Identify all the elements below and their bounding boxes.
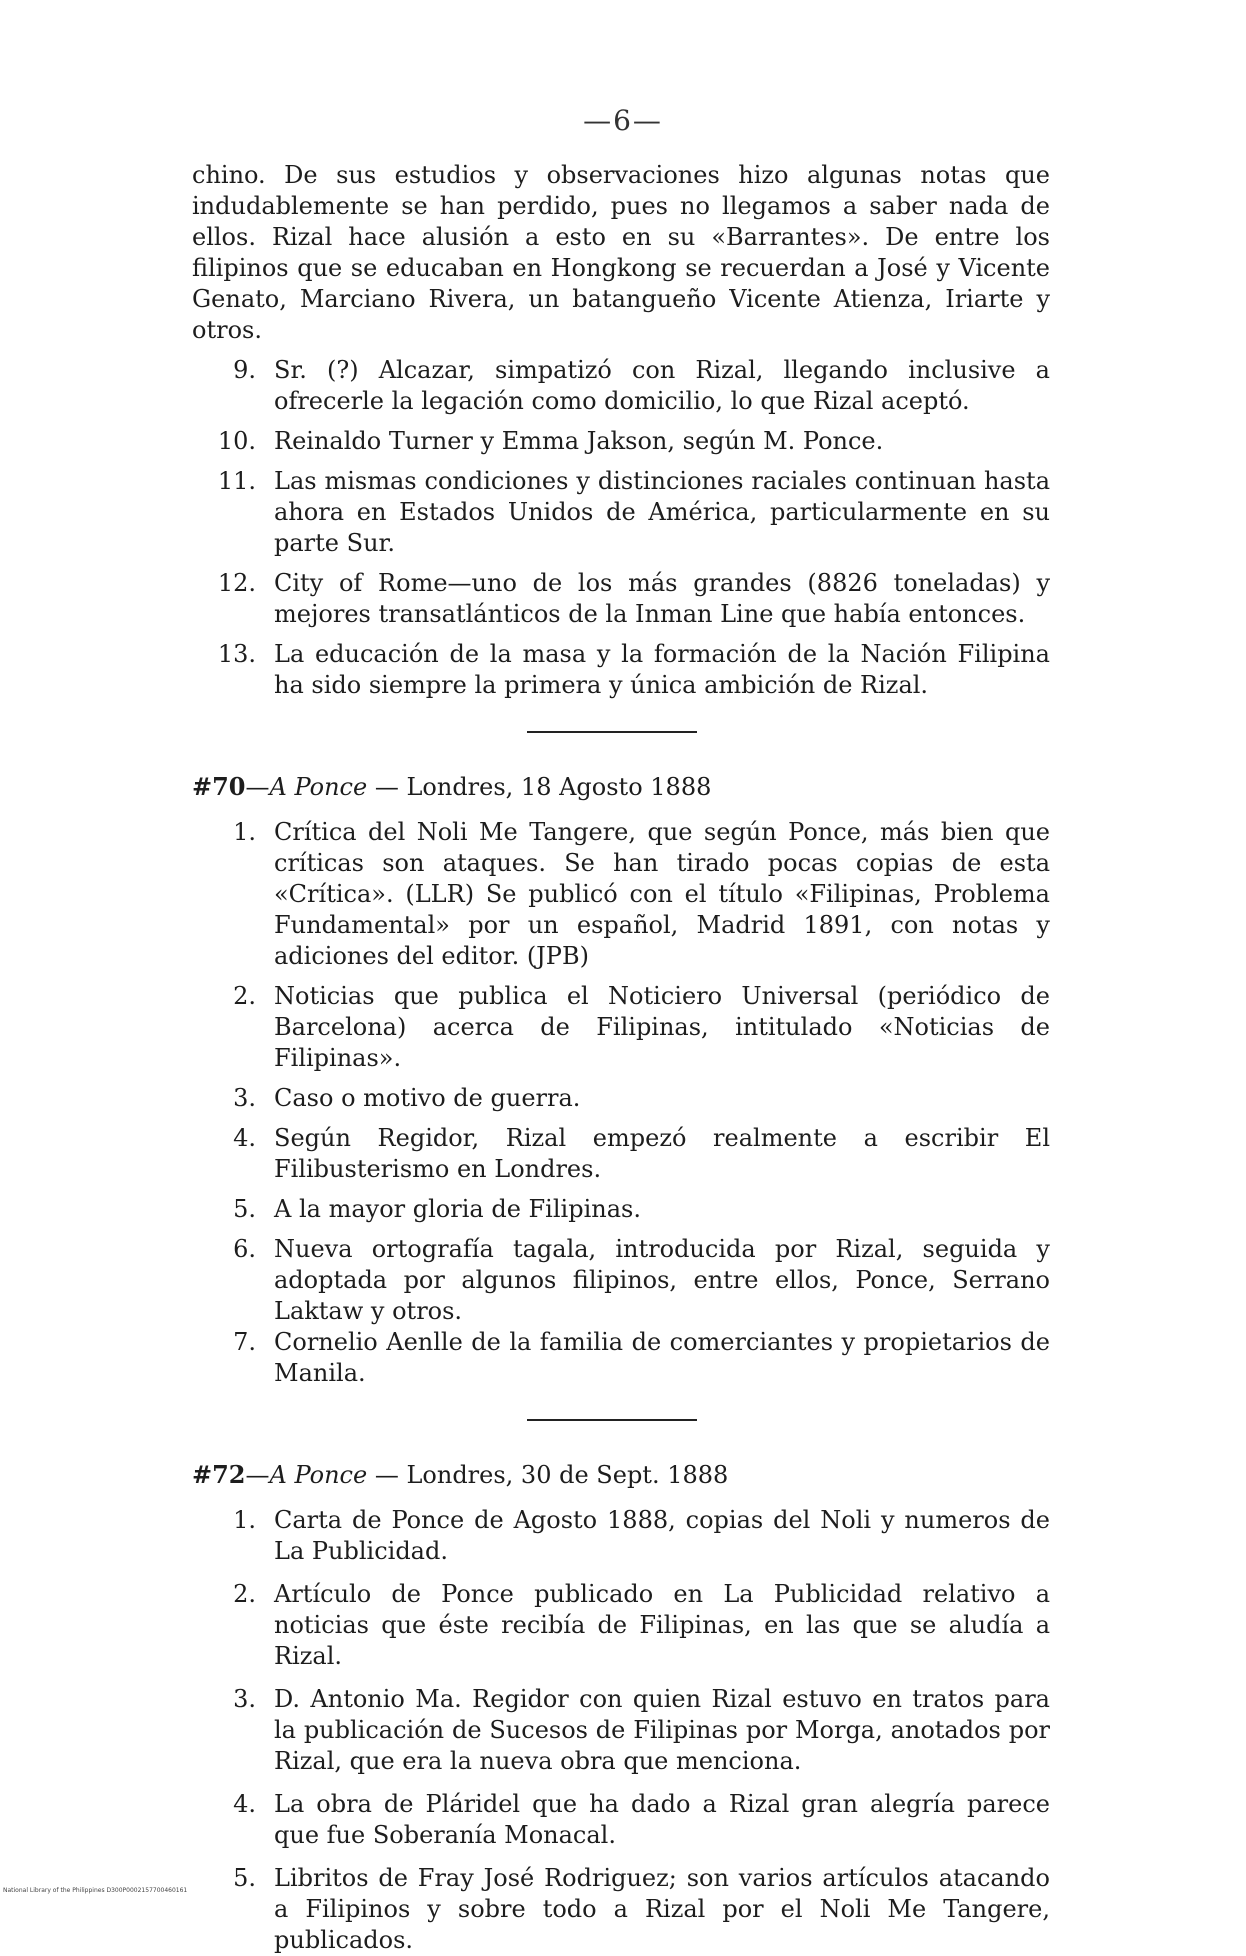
note-text: Cornelio Aenlle de la familia de comerciantes y propietarios de Manila. bbox=[274, 1328, 1050, 1387]
note-text: Las mismas condiciones y distinciones raciales continuan hasta ahora en Estados Unidos de América, particularmente en su parte Sur. bbox=[274, 467, 1050, 557]
note-item bbox=[192, 981, 1050, 1074]
note-number: 12. bbox=[217, 569, 256, 597]
note-number: 2. bbox=[233, 1580, 256, 1608]
section-divider bbox=[527, 731, 697, 733]
note-item bbox=[192, 1684, 1050, 1777]
note-text: Carta de Ponce de Agosto 1888, copias del Noli y numeros de La Publicidad. bbox=[274, 1506, 1050, 1565]
note-item bbox=[192, 1327, 1050, 1389]
section-divider bbox=[527, 1419, 697, 1421]
note-text: Sr. (?) Alcazar, simpatizó con Rizal, llegando inclusive a ofrecerle la legación como domicilio, lo que Rizal aceptó. bbox=[274, 356, 1050, 415]
note-text: A la mayor gloria de Filipinas. bbox=[274, 1195, 641, 1223]
letter-recipient: A Ponce bbox=[269, 773, 368, 801]
note-number: 13. bbox=[217, 640, 256, 668]
letter-recipient: A Ponce bbox=[269, 1461, 368, 1489]
letter-place-date: — Londres, 30 de Sept. 1888 bbox=[374, 1461, 729, 1489]
document-body bbox=[192, 160, 1050, 1956]
note-number: 3. bbox=[233, 1685, 256, 1713]
note-number: 1. bbox=[233, 1506, 256, 1534]
note-text: Noticias que publica el Noticiero Universal (periódico de Barcelona) acerca de Filipinas, intitulado «Noticias de Filipinas». bbox=[274, 982, 1050, 1072]
note-item bbox=[192, 1123, 1050, 1185]
note-item bbox=[192, 1789, 1050, 1851]
note-item bbox=[192, 1083, 1050, 1114]
note-number: 9. bbox=[233, 356, 256, 384]
note-number: 2. bbox=[233, 982, 256, 1010]
letter-72-notes bbox=[192, 1505, 1050, 1956]
note-text: Según Regidor, Rizal empezó realmente a escribir El Filibusterismo en Londres. bbox=[274, 1124, 1050, 1183]
note-item bbox=[192, 817, 1050, 972]
notes-list-continued bbox=[192, 355, 1050, 701]
note-number: 5. bbox=[233, 1864, 256, 1892]
note-item bbox=[192, 568, 1050, 630]
note-text: Nueva ortografía tagala, introducida por Rizal, seguida y adoptada por algunos filipinos, entre ellos, Ponce, Serrano Laktaw y otros. bbox=[274, 1235, 1050, 1325]
letter-70-heading bbox=[192, 771, 1050, 803]
note-text: Artículo de Ponce publicado en La Publicidad relativo a noticias que éste recibía de Filipinas, en las que se aludía a Rizal. bbox=[274, 1580, 1050, 1670]
scan-footer: National Library of the Philippines D300P0002157700460161 bbox=[3, 1887, 188, 1894]
note-number: 4. bbox=[233, 1124, 256, 1152]
heading-dash: — bbox=[245, 1461, 270, 1489]
note-item bbox=[192, 426, 1050, 457]
note-number: 10. bbox=[217, 427, 256, 455]
note-text: Libritos de Fray José Rodriguez; son varios artículos atacando a Filipinos y sobre todo a Rizal por el Noli Me Tangere, publicados. bbox=[274, 1864, 1050, 1954]
note-item bbox=[192, 355, 1050, 417]
note-number: 7. bbox=[233, 1328, 256, 1356]
note-item bbox=[192, 1234, 1050, 1327]
letter-place-date: — Londres, 18 Agosto 1888 bbox=[374, 773, 712, 801]
note-number: 5. bbox=[233, 1195, 256, 1223]
continuation-paragraph: chino. De sus estudios y observaciones hizo algunas notas que indudablemente se han perdido, pues no llegamos a saber nada de ellos. Rizal hace alusión a esto en su «Barrantes». De entre los filipinos que se educaban en Hongkong se recuerdan a José y Vicente Genato, Marciano Rivera, un batangueño Vicente Atienza, Iriarte y otros. bbox=[192, 161, 1050, 344]
note-item bbox=[192, 1194, 1050, 1225]
note-text: Reinaldo Turner y Emma Jakson, según M. Ponce. bbox=[274, 427, 884, 455]
note-text: Crítica del Noli Me Tangere, que según Ponce, más bien que críticas son ataques. Se han tirado pocas copias de esta «Crítica». (LLR) Se publicó con el título «Filipinas, Problema Fundamental» por un español, Madrid 1891, con notas y adiciones del editor. (JPB) bbox=[274, 818, 1050, 970]
heading-dash: — bbox=[245, 773, 270, 801]
note-text: La educación de la masa y la formación de la Nación Filipina ha sido siempre la primera y única ambición de Rizal. bbox=[274, 640, 1050, 699]
note-text: City of Rome—uno de los más grandes (8826 toneladas) y mejores transatlánticos de la Inman Line que había entonces. bbox=[274, 569, 1050, 628]
note-text: D. Antonio Ma. Regidor con quien Rizal estuvo en tratos para la publicación de Sucesos de Filipinas por Morga, anotados por Rizal, que era la nueva obra que menciona. bbox=[274, 1685, 1050, 1775]
note-number: 4. bbox=[233, 1790, 256, 1818]
note-number: 1. bbox=[233, 818, 256, 846]
note-text: La obra de Pláridel que ha dado a Rizal gran alegría parece que fue Soberanía Monacal. bbox=[274, 1790, 1050, 1849]
note-text: Caso o motivo de guerra. bbox=[274, 1084, 581, 1112]
page-number: —6— bbox=[583, 104, 663, 137]
note-item bbox=[192, 639, 1050, 701]
note-item bbox=[192, 1579, 1050, 1672]
letter-72-heading bbox=[192, 1459, 1050, 1491]
note-item bbox=[192, 466, 1050, 559]
letter-number: #70 bbox=[192, 772, 246, 801]
note-item bbox=[192, 1505, 1050, 1567]
note-number: 6. bbox=[233, 1235, 256, 1263]
letter-number: #72 bbox=[192, 1460, 246, 1489]
note-number: 3. bbox=[233, 1084, 256, 1112]
note-item bbox=[192, 1863, 1050, 1956]
letter-70-notes bbox=[192, 817, 1050, 1389]
note-number: 11. bbox=[217, 467, 256, 495]
